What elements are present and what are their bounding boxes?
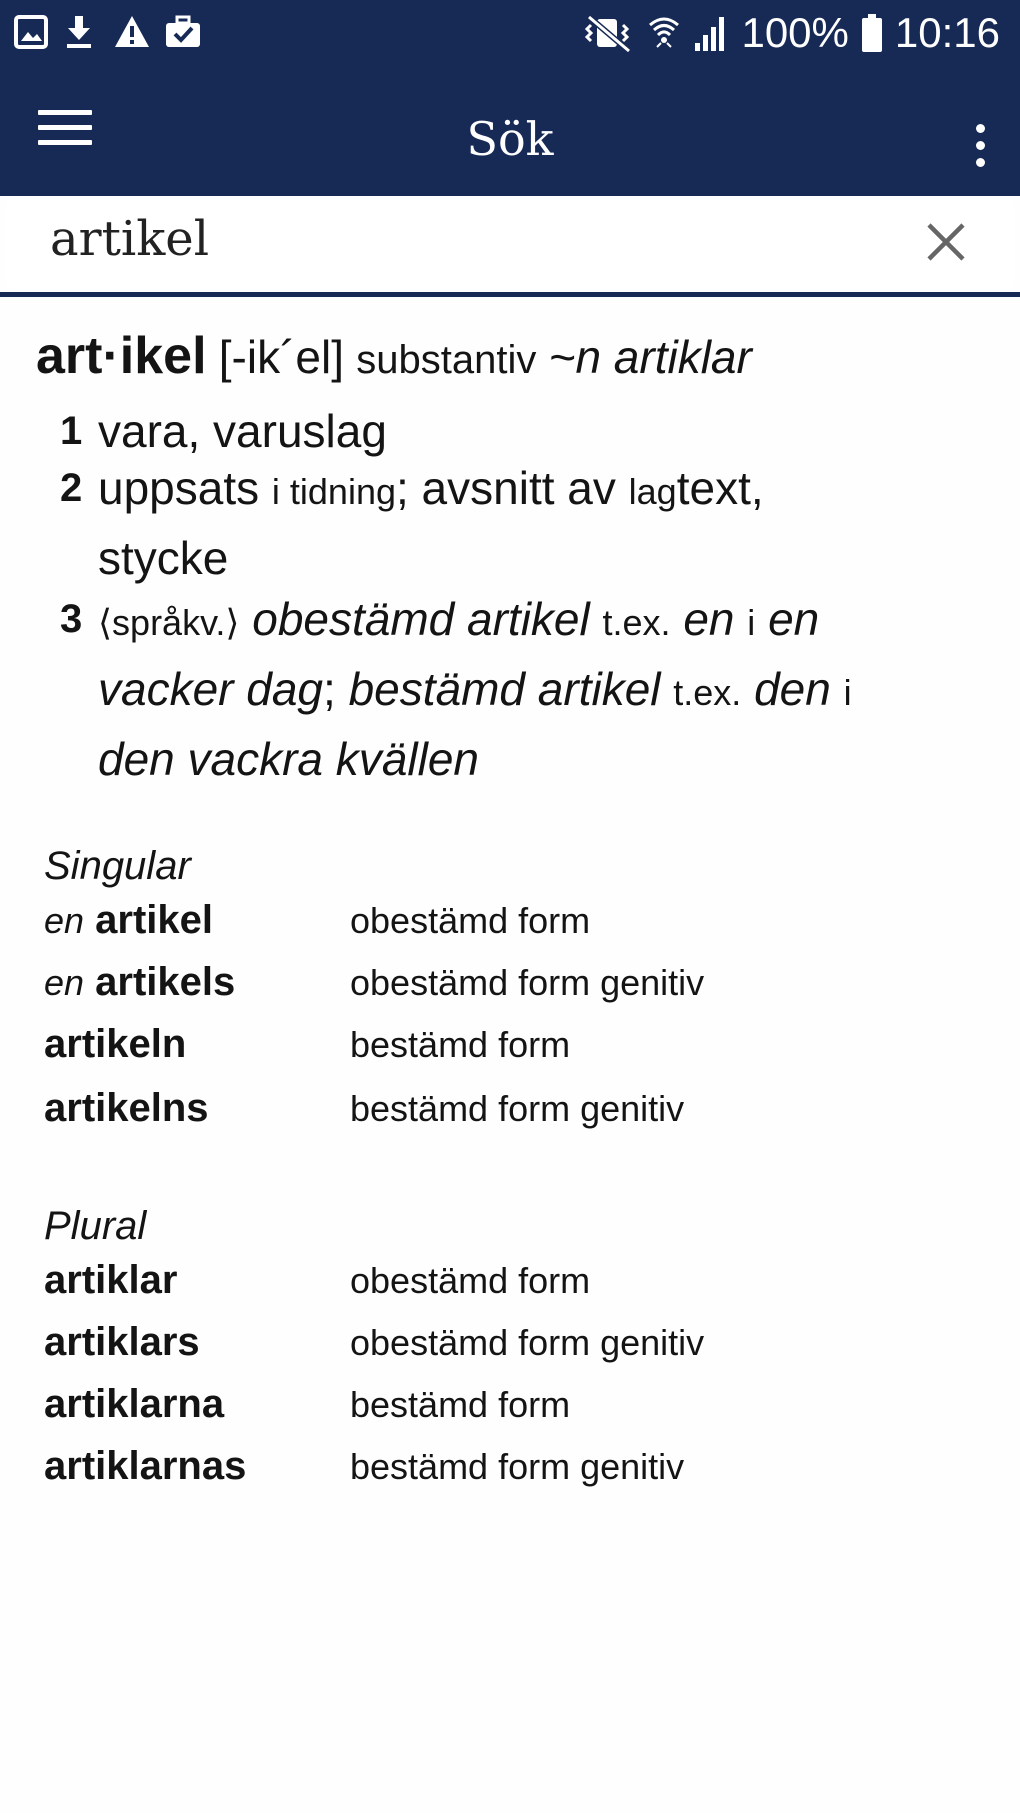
download-icon: [64, 14, 94, 50]
search-input[interactable]: [50, 206, 870, 272]
example-word: en: [683, 593, 735, 645]
example-term: obestämd artikel: [252, 593, 590, 645]
singular-forms: [44, 838, 984, 1148]
form-text: artikel: [95, 898, 214, 942]
battery-percent: 100%: [741, 9, 849, 56]
image-icon: [14, 14, 48, 50]
definition-text: uppsats: [98, 462, 260, 514]
form-description: bestämd form genitiv: [350, 1446, 685, 1487]
form-word: [44, 1258, 350, 1303]
wifi-icon: [647, 13, 681, 53]
form-word: [44, 1444, 350, 1489]
definition-text: ; avsnitt av: [396, 462, 616, 514]
definition-list: [36, 398, 996, 793]
example-connector: i: [843, 672, 852, 713]
example-phrase: en: [768, 593, 820, 645]
inflection: ~n artiklar: [548, 331, 752, 383]
table-row: [44, 1320, 984, 1382]
form-article: en: [44, 900, 85, 941]
definition-context: i tidning: [271, 471, 396, 512]
example-marker: t.ex.: [602, 602, 671, 643]
table-row: [44, 1258, 984, 1320]
definition-text: vara, varuslag: [98, 405, 387, 457]
definition-2: [36, 455, 996, 592]
plural-title: Plural: [44, 1204, 147, 1248]
signal-icon: [693, 13, 729, 53]
battery-icon: [861, 13, 883, 53]
table-row: [44, 898, 984, 960]
separator: ;: [323, 663, 336, 715]
page-title: Sök: [466, 112, 554, 166]
form-description: bestämd form: [350, 1024, 571, 1065]
form-text: artiklars: [44, 1320, 200, 1364]
definition-number: 3: [60, 597, 83, 641]
form-text: artiklarnas: [44, 1444, 247, 1488]
form-word: [44, 1086, 350, 1131]
definition-text: text,: [676, 462, 764, 514]
domain-label: ⟨språkv.⟩: [98, 602, 240, 643]
form-word: [44, 1022, 350, 1067]
example-term: bestämd artikel: [348, 663, 661, 715]
briefcase-check-icon: [164, 14, 202, 50]
search-box: [6, 196, 1014, 292]
form-word: [44, 1320, 350, 1365]
warning-icon: [114, 14, 150, 50]
table-row: [44, 1382, 984, 1444]
definition-text: stycke: [98, 532, 229, 584]
form-text: artikels: [95, 960, 236, 1004]
definition-3: [36, 586, 996, 793]
form-description: bestämd form: [350, 1384, 571, 1425]
form-text: artikeln: [44, 1022, 187, 1066]
table-row: [44, 1022, 984, 1086]
dictionary-entry: [36, 318, 996, 793]
definition-number: 1: [60, 409, 83, 453]
form-word: [44, 1382, 350, 1427]
form-text: artiklar: [44, 1258, 178, 1302]
plural-forms: [44, 1198, 984, 1506]
example-phrase: den vackra kvällen: [98, 733, 479, 785]
form-description: obestämd form genitiv: [350, 1322, 705, 1363]
example-phrase: vacker dag: [98, 663, 324, 715]
mute-vibrate-icon: [581, 13, 635, 53]
status-right-group: [581, 0, 1000, 66]
form-description: obestämd form: [350, 900, 591, 941]
status-bar: [0, 0, 1020, 66]
example-marker: t.ex.: [673, 672, 742, 713]
pronunciation: [-ik´el]: [218, 331, 344, 383]
definition-context: lag: [628, 471, 677, 512]
form-description: obestämd form genitiv: [350, 962, 705, 1003]
headword: art·ikel: [36, 327, 207, 385]
table-row: [44, 1086, 984, 1148]
app-bar: [0, 66, 1020, 196]
form-text: artiklarna: [44, 1382, 225, 1426]
more-vert-icon[interactable]: [968, 124, 992, 180]
table-row: [44, 960, 984, 1022]
close-icon[interactable]: [924, 220, 968, 264]
form-word: [44, 898, 350, 943]
example-connector: i: [747, 602, 756, 643]
table-row: [44, 1444, 984, 1506]
entry-headline: [36, 318, 996, 398]
form-description: obestämd form: [350, 1260, 591, 1301]
example-word: den: [754, 663, 831, 715]
form-word: [44, 960, 350, 1005]
form-description: bestämd form genitiv: [350, 1088, 685, 1129]
singular-title: Singular: [44, 844, 191, 888]
search-divider: [0, 292, 1020, 297]
clock: 10:16: [894, 9, 1000, 56]
form-article: en: [44, 962, 85, 1003]
part-of-speech: substantiv: [356, 338, 537, 382]
form-text: artikelns: [44, 1086, 209, 1130]
definition-number: 2: [60, 466, 83, 510]
